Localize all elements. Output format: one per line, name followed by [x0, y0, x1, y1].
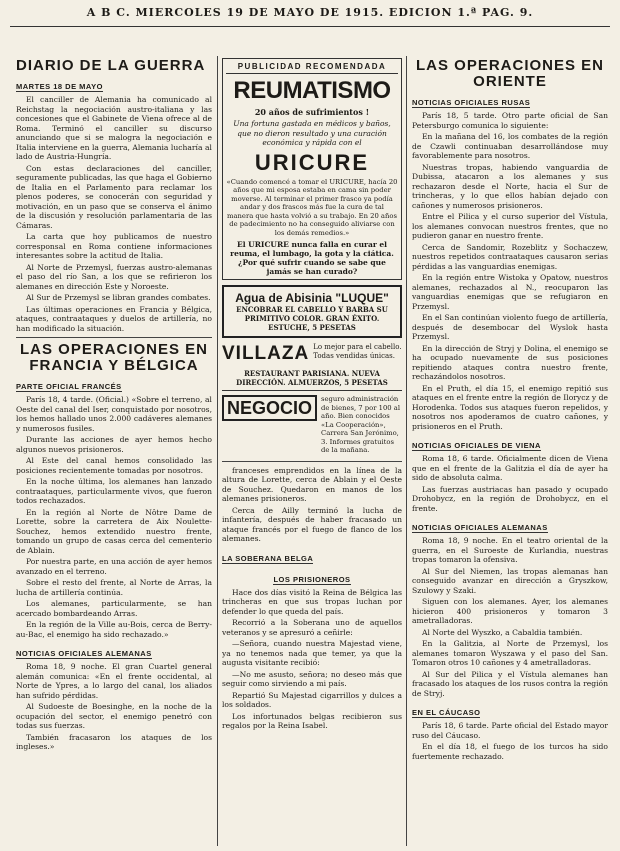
- caucasus-label: EN EL CÁUCASO: [412, 708, 481, 717]
- paragraph: Roma 18, 9 noche. En el teatro oriental de la guerra, en el Suroeste de Kurlandia, nuestras tropas tomaron la ofensiva.: [412, 536, 608, 564]
- restaurant-advert: RESTAURANT PARISIANA. NUEVA DIRECCIÓN. ALMUERZOS, 5 PESETAS: [222, 369, 402, 391]
- paragraph: En la región al Norte de Nôtre Dame de Lorette, sobre la carretera de Aix Noulette-Souchez, hemos extendido nuestro frente, tomando un grupo de casas cerca del cementerio de Ablain.: [16, 507, 212, 555]
- villaza-name: VILLAZA: [222, 343, 310, 364]
- paragraph: También fracasaron los ataques de los ingleses.»: [16, 732, 212, 751]
- paragraph: Recorrió a la Soberana uno de aquellos veteranos y se apresuró a ceñirle:: [222, 618, 402, 637]
- east-operations-title: LAS OPERACIONES EN ORIENTE: [415, 58, 605, 90]
- paragraph: En la noche última, los alemanes han lanzado contraataques, particularmente vivos, que fueron todos rechazados.: [16, 477, 212, 505]
- paragraph: En la Galitzia, al Norte de Przemysl, los alemanes tomaron Wyszawa y el paso del San. Tomaron otros 10 cañones y 4 ametralladoras.: [412, 639, 608, 667]
- column-right: [412, 58, 608, 848]
- ad-brand: URICURE: [254, 149, 370, 175]
- paragraph: En el San continúan violento fuego de artillería, después de desembocar del Wyslok hasta Przemysl.: [412, 313, 608, 341]
- paragraph: En el Pruth, el día 15, el enemigo repitió sus ataques en el frente entre la región de Ilorycz y de Horodenka. Todos sus ataques fueron repelidos, y nosotros nos apoderamos de cuatro cañones, y prisioneros en el Pruth.: [412, 383, 608, 431]
- paragraph: Al Sur del Niemen, las tropas alemanas han conseguido avanzar en dirección a Gryszkow, Szulowy y Szaki.: [412, 566, 608, 595]
- paragraph: París 18, 5 tarde. Otro parte oficial de San Petersburgo comunica lo siguiente:: [412, 111, 608, 130]
- paragraph: Cerca de Ailly terminó la lucha de infantería, después de haber fracasado un ataque francés por el fuego de flanco de los alemanes.: [222, 505, 402, 543]
- villaza-advert: [222, 343, 402, 365]
- negocio-name: NEGOCIO: [222, 395, 317, 421]
- vienna-report-label: NOTICIAS OFICIALES DE VIENA: [412, 441, 541, 450]
- paragraph: —No me asusto, señora; no deseo más que seguir como sirviendo a mi país.: [222, 669, 402, 688]
- paragraph: Al Este del canal hemos consolidado las posiciones recientemente tomadas por nosotros.: [16, 456, 212, 475]
- ad-subheadline: 20 años de sufrimientos !: [254, 107, 370, 117]
- paragraph: Repartió Su Majestad cigarrillos y dulces a los soldados.: [222, 690, 402, 709]
- prisoners-label: LOS PRISIONEROS: [273, 574, 351, 584]
- paragraph: En la dirección de Stryj y Dolina, el enemigo se ha ocupado nuevamente de sus posiciones repitiendo ataques contra nuestro frente, rechazándolos nosotros.: [412, 343, 608, 381]
- paragraph: En la región de la Ville au-Bois, cerca de Berry-au-Bac, el enemigo ha sido rechazado.»: [16, 620, 212, 639]
- ad-section-label: PUBLICIDAD RECOMENDADA: [226, 62, 398, 74]
- column-divider-2: [406, 56, 407, 846]
- paragraph: Roma 18, 6 tarde. Oficialmente dicen de Viena que en el frente de la Galitzia el día de ayer ha sido de absoluta calma.: [412, 454, 608, 482]
- column-left: [16, 58, 212, 848]
- paragraph: Los alemanes, particularmente, se han acercado bombardeando Arras.: [16, 599, 212, 618]
- paragraph: En la mañana del 16, los combates de la región de Czawli continuaban desarrollándose muy favorablemente para nosotros.: [412, 132, 608, 160]
- paragraph: Las fuerzas austriacas han pasado y ocupado Drohobycz, en la región de Drohobycz, en el frente.: [412, 484, 608, 513]
- paragraph: Nuestras tropas, habiendo vanguardia de Dubissa, atacaron a los alemanes y sus rechazaron desde el Norte, hacia el Sur de trincheras, y lo que ellos habían dejado con cañones y numerosos prisioneros.: [412, 162, 608, 210]
- paragraph: Cerca de Sandomir, Rozeblitz y Sochaczew, nuestros repetidos contraataques causaron serias pérdidas a las vanguardias enemigas.: [412, 242, 608, 271]
- ad-intro: Una fortuna gastada en médicos y baños, que no dieron resultado y una curación económica y rápida con el: [233, 119, 391, 147]
- abisinia-title: Agua de Abisinia "LUQUE": [235, 291, 389, 305]
- belgian-queen-label: LA SOBERANA BELGA: [222, 553, 314, 563]
- paragraph: Durante las acciones de ayer hemos hecho algunos nuevos prisioneros.: [16, 435, 212, 454]
- paragraph: En la región entre Wistoka y Opatow, nuestros alemanes, rechazados al N., reocuparon las vanguardias enemigas que se refugiaron en Przemysl.: [412, 273, 608, 311]
- paragraph: En el día 18, el fuego de los turcos ha sido fuertemente rechazado.: [412, 742, 608, 761]
- paragraph: Al Norte del Wyszko, a Cabaldia también.: [422, 627, 583, 637]
- german-east-report-label: NOTICIAS OFICIALES ALEMANAS: [412, 523, 548, 532]
- uricure-advert: [222, 58, 402, 280]
- paragraph: París 18, 6 tarde. Parte oficial del Estado mayor ruso del Cáucaso.: [412, 721, 608, 740]
- column-middle: [222, 58, 402, 848]
- paragraph: —Señora, cuando nuestra Majestad viene, ya no tenemos nada que temer, ya que la augusta visitante recibió:: [222, 639, 402, 667]
- paragraph: Siguen con los alemanes. Ayer, los alemanes hicieron 400 prisioneros y tomaron 3 ametralladoras.: [412, 597, 608, 625]
- paragraph: Roma 18, 9 noche. El gran Cuartel general alemán comunica: «En el frente occidental, al Norte de Ypres, a lo largo del canal, los aliados han sufrido pérdidas.: [16, 662, 212, 700]
- paragraph: La carta que hoy publicamos de nuestro corresponsal en Roma contiene informaciones interesantes sobre la actitud de Italia.: [16, 232, 212, 260]
- french-report-label: PARTE OFICIAL FRANCÉS: [16, 382, 122, 391]
- paragraph: Al Sur de Przemysl se libran grandes combates.: [26, 293, 211, 302]
- paragraph: Por nuestra parte, en una acción de ayer hemos avanzado en el terreno.: [16, 557, 212, 576]
- ad-testimonial: «Cuando comencé a tomar el URICURE, hacía 20 años que mi esposa estaba en cama sin poder moverse. Al terminar el primer frasco ya podía andar y dos frascos más fue la cura de tal manera que hasta volvió a su trabajo. En 20 años de padecimiento no ha conseguido aliviarse con los demás remedios.»: [226, 177, 398, 237]
- ad-claim: El URICURE nunca falla en curar el reuma, el lumbago, la gota y la ciática. ¿Por qué sufrir cuando se sabe que jamás se han curado?: [230, 240, 394, 276]
- section-separator: [16, 337, 212, 338]
- german-report-label: NOTICIAS OFICIALES ALEMANAS: [16, 649, 152, 658]
- paragraph: El canciller de Alemania ha comunicado al Reichstag la negociación austro-italiana y las concesiones que el Gabinete de Viena ofrece al de Roma. Terminó el canciller su discurso anunciando que si se malogra la negociación e Italia interviene en la guerra, Alemania lucharía al lado de Austria-Hungría.: [16, 95, 212, 161]
- negocio-desc: seguro administración de bienes, 7 por 100 al año. Bien conocidos «La Cooperación», Carrera San Jerónimo, 3. Informes gratuitos de la mañana.: [321, 395, 401, 454]
- russian-report-label: NOTICIAS OFICIALES RUSAS: [412, 98, 531, 107]
- paragraph: Al Sur del Pilica y el Vístula alemanes han fracasado los ataques de los rusos contra la región de Stryj.: [412, 669, 608, 698]
- abisinia-advert: [222, 285, 402, 338]
- section-separator: [222, 461, 402, 462]
- paragraph: Con estas declaraciones del canciller, seguramente publicadas, las que haga el Gobierno de Italia en el Parlamento para reclamar los plenos poderes, se conocerán con seguridad y motivación, en un paso que se conserva el ánimo de la discusión y resolución parlamentaria de las Cámaras.: [16, 163, 212, 230]
- negocio-advert: [222, 395, 402, 455]
- abisinia-desc: ENCOBRAR EL CABELLO Y BARBA SU PRIMITIVO COLOR. GRAN ÉXITO. ESTUCHE, 5 PESETAS: [236, 305, 388, 332]
- villaza-desc: Lo mejor para el cabello. Todas vendidas únicas.: [313, 343, 402, 360]
- paragraph: Las últimas operaciones en Francia y Bélgica, ataques, contraataques y duelos de artillería, no han modificado la situación.: [16, 304, 212, 333]
- paragraph: Entre el Pilica y el curso superior del Vístula, los alemanes convocan nuestros frentes, que no pudieron ganar en nuestro frente.: [412, 212, 608, 240]
- france-belgium-title: LAS OPERACIONES EN FRANCIA Y BÉLGICA: [19, 341, 209, 374]
- paragraph: franceses emprendidos en la línea de la altura de Lorette, cerca de Ablain y el Oeste de Souchez. Quedaron en manos de los alemanes prisioneros.: [222, 465, 402, 503]
- paragraph: París 18, 4 tarde. (Oficial.) «Sobre el terreno, al Oeste del canal del Iser, conquistado por nosotros, los hemos hallado unos 2.000 cadáveres alemanes y numerosos fusiles.: [16, 395, 212, 433]
- header-rule: [10, 26, 610, 27]
- war-diary-title: DIARIO DE LA GUERRA: [16, 58, 206, 74]
- ad-headline: REUMATISMO: [233, 77, 391, 104]
- war-diary-date: MARTES 18 DE MAYO: [16, 82, 103, 91]
- column-divider-1: [217, 56, 218, 846]
- paragraph: Hace dos días visitó la Reina de Bélgica las trincheras en que sus tropas luchan por defender lo que queda del país.: [222, 587, 402, 616]
- page-header: A B C. MIERCOLES 19 DE MAYO DE 1915. EDICION 1.ª PAG. 9.: [86, 6, 534, 19]
- paragraph: Los infortunados belgas recibieron sus regalos por la Reina Isabel.: [222, 711, 402, 730]
- paragraph: Al Sudoeste de Boesinghe, en la noche de la ocupación del sector, el enemigo penetró con todas sus fuerzas.: [16, 702, 212, 730]
- paragraph: Sobre el resto del frente, al Norte de Arras, la lucha de artillería continúa.: [16, 578, 212, 597]
- paragraph: Al Norte de Przemysl, fuerzas austro-alemanas el paso del río San, a los que se refirieron los alemanes en dirección Este y Noroeste.: [16, 262, 212, 291]
